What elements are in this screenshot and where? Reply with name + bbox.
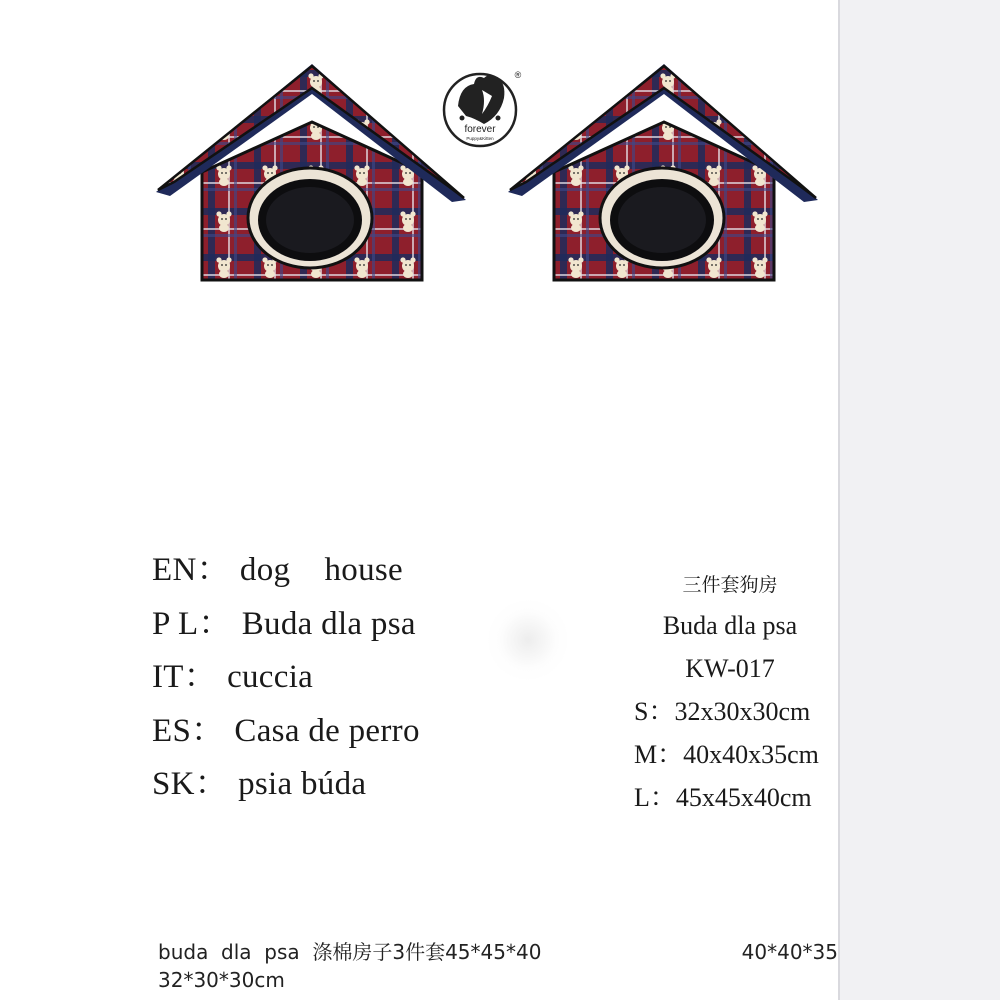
page-edge-strip [838,0,1000,1000]
spec-model-number: KW-017 [685,654,775,683]
language-code: ES： [152,712,225,749]
language-value: dog house [239,552,403,588]
language-value: Casa de perro [234,712,420,749]
logo-tagline: Puppy&Kitten [466,136,494,141]
spec-size-row [620,733,840,776]
dog-house-image-left [152,60,472,290]
smudge-mark [488,600,568,680]
caption-line2: 32*30*30cm [158,968,285,992]
language-row-en [152,548,420,602]
spec-size-row [620,690,840,733]
language-row-it [152,655,420,709]
caption-line1-left: buda dla psa 涤棉房子3件套45*45*40 [158,940,542,964]
size-label: L： [634,783,676,812]
language-code: P L： [152,605,232,642]
brand-logo [440,66,524,152]
language-value: psia búda [238,766,367,802]
spec-title-chinese: 三件套狗房 [682,574,778,596]
size-dims: 40x40x35cm [683,740,819,769]
size-dims: 32x30x30cm [674,697,811,726]
language-row-es [152,709,420,763]
language-code: SK： [152,766,229,802]
language-value: Buda dla psa [241,605,416,642]
product-caption [158,938,838,994]
size-dims: 45x45x40cm [675,783,812,812]
logo-brand-text: forever [464,124,496,135]
language-row-pl [152,602,420,656]
spec-block [620,566,840,819]
spec-size-row [620,776,840,819]
language-row-sk [152,762,420,816]
language-code: EN： [152,552,230,588]
spec-product-name: Buda dla psa [662,611,798,640]
language-value: cuccia [227,659,314,695]
registered-mark: ® [514,70,522,80]
caption-line1-right: 40*40*35 [741,940,838,964]
dog-house-image-right [504,60,824,290]
language-names-list [152,548,420,816]
language-code: IT： [152,659,218,695]
size-label: S： [634,697,675,726]
size-label: M： [634,740,684,769]
